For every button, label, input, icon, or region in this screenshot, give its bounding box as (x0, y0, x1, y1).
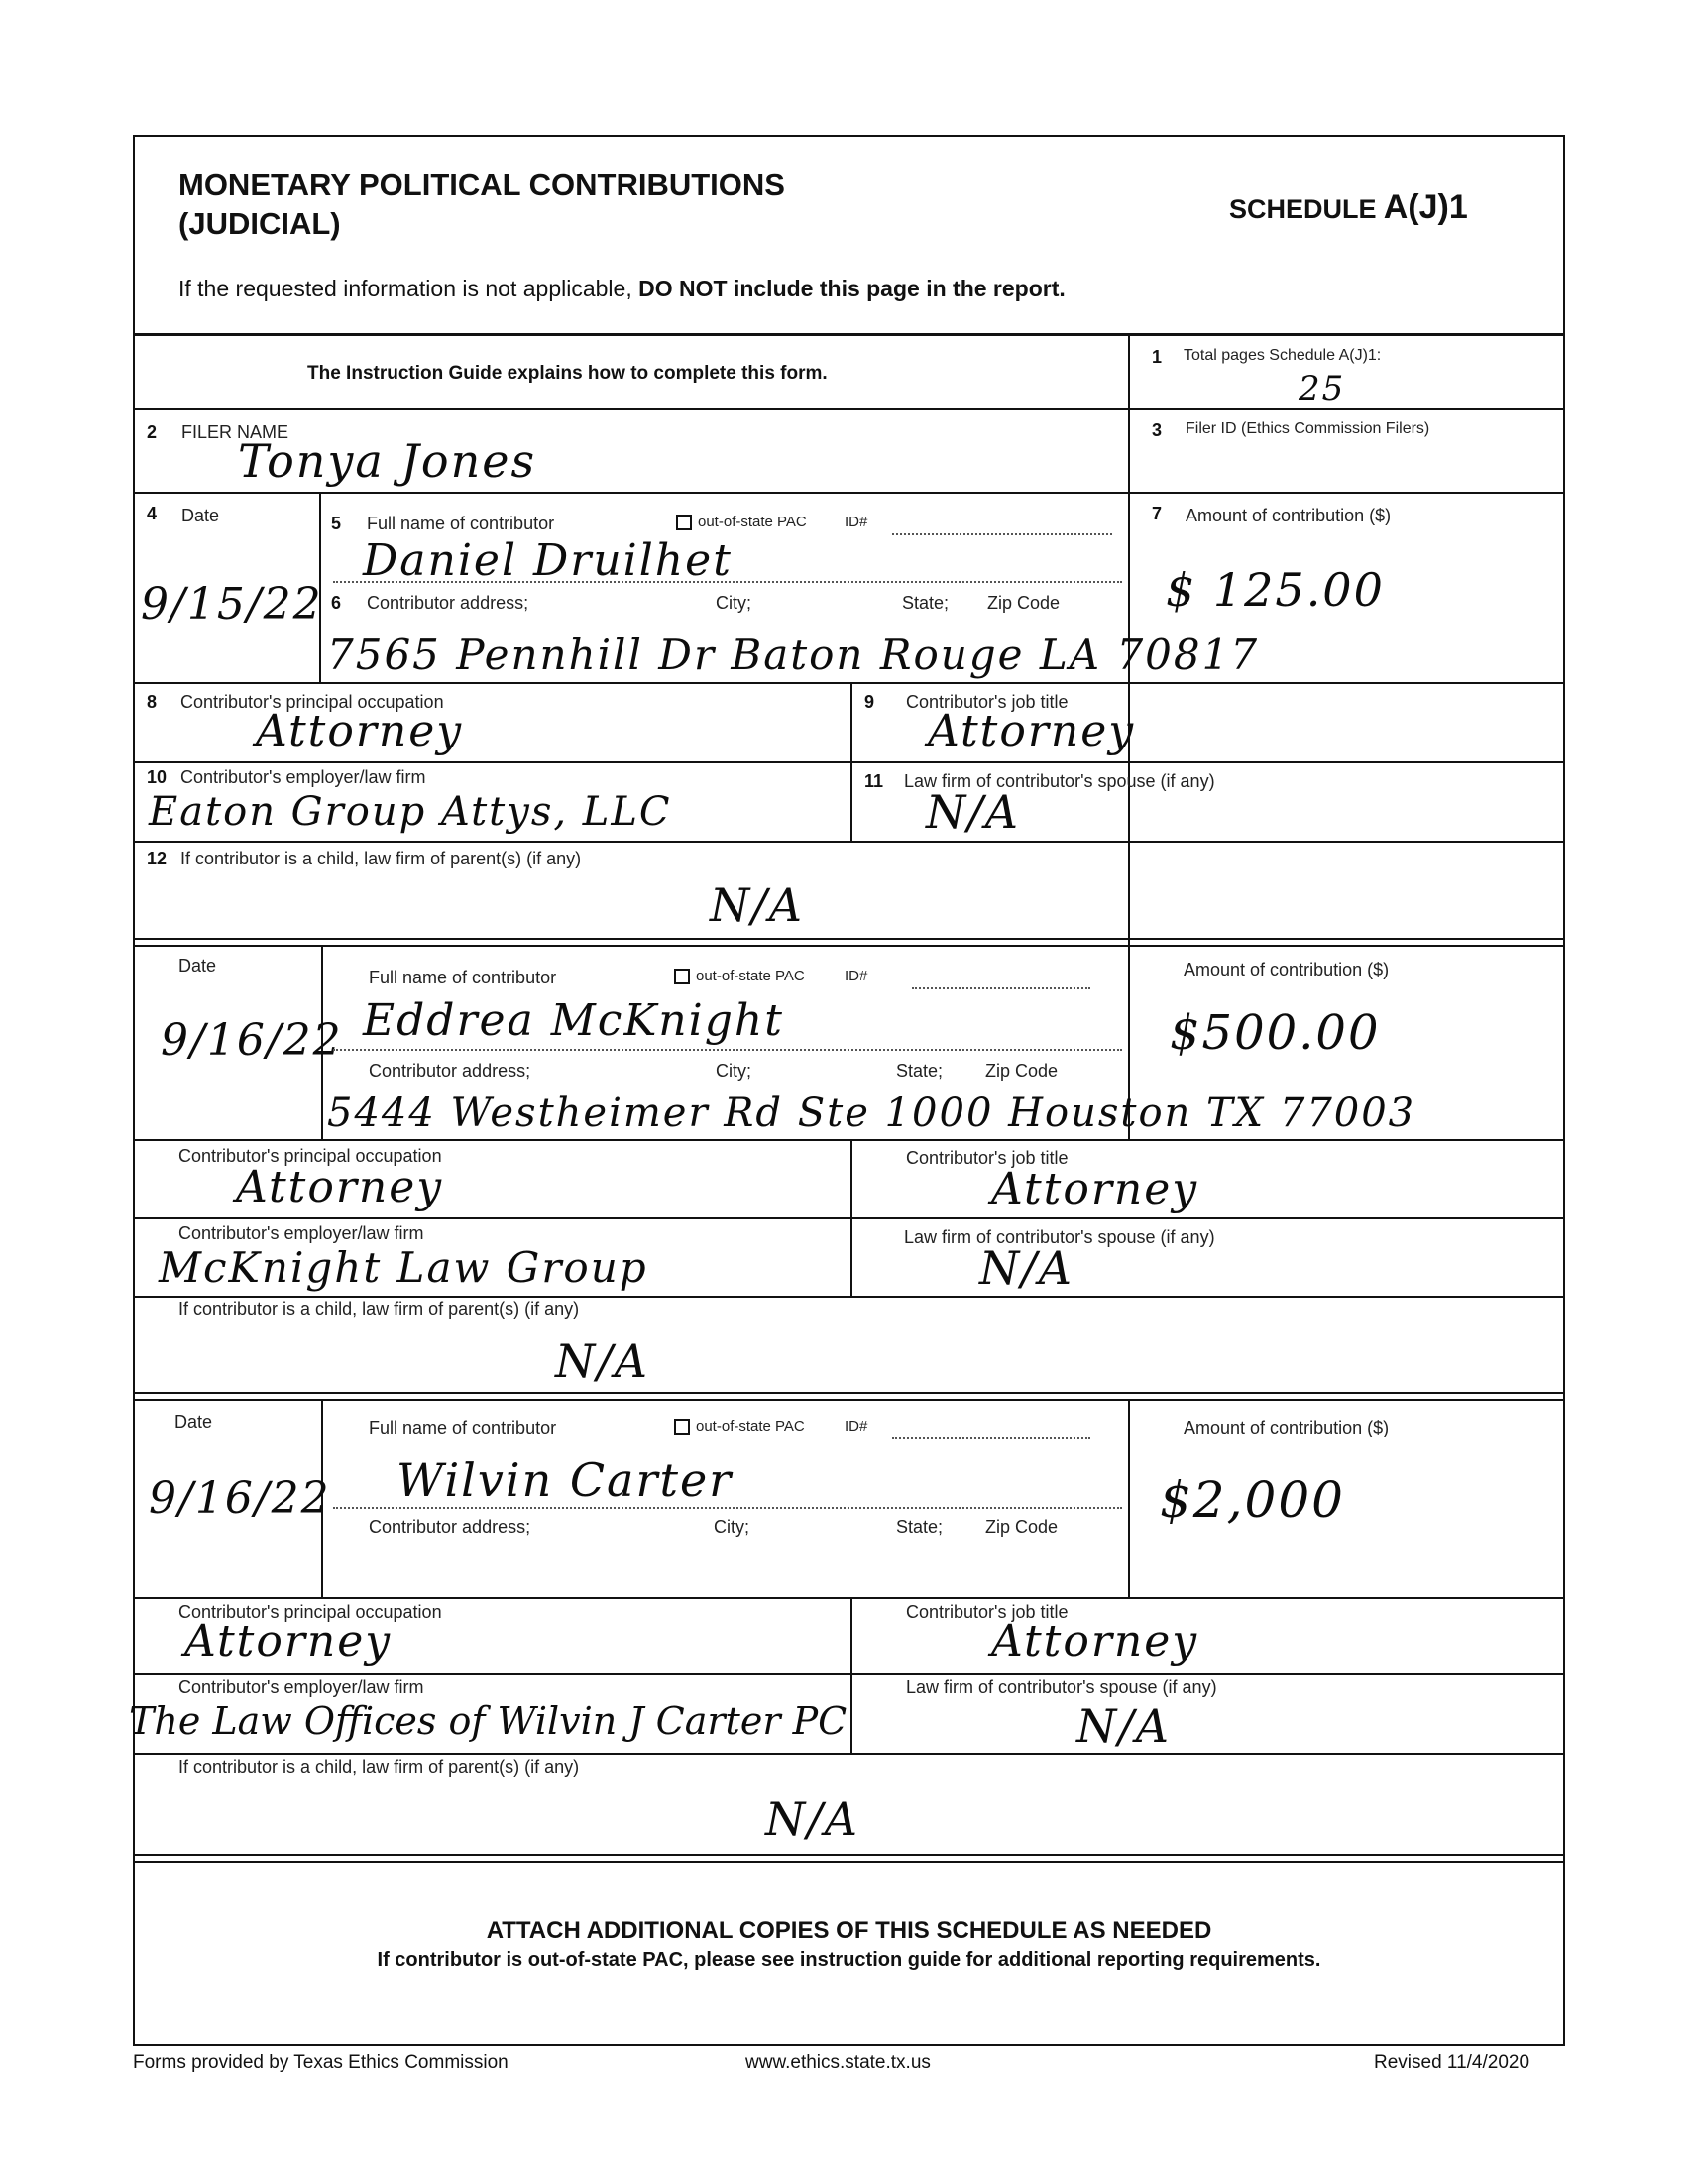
out-of-state-pac-checkbox[interactable] (676, 514, 807, 530)
city-label: City; (714, 1517, 749, 1537)
filer-name-value: Tonya Jones (238, 434, 537, 488)
full-name-label: Full name of contributor (369, 1418, 557, 1437)
parent-firm-label: If contributor is a child, law firm of parent(s) (if any) (180, 849, 582, 868)
field-number: 3 (1152, 420, 1163, 440)
contribution-3-occupation: Attorney (184, 1616, 393, 1667)
total-pages-label: Total pages Schedule A(J)1: (1184, 347, 1382, 364)
checkbox-icon[interactable] (676, 515, 692, 530)
divider (133, 492, 1565, 494)
form-title-line2: (JUDICIAL) (178, 206, 341, 241)
note-bold: DO NOT include this page in the report. (638, 276, 1066, 301)
contribution-1-employer: Eaton Group Attys, LLC (149, 789, 672, 835)
contribution-1-date: 9/15/22 (141, 579, 323, 630)
contribution-3-amount: $2,000 (1160, 1471, 1345, 1529)
field-number: 2 (147, 422, 158, 442)
occupation-label: Contributor's principal occupation (178, 1602, 442, 1622)
divider (133, 841, 1565, 843)
field-number: 1 (1152, 347, 1163, 367)
amount-label: Amount of contribution ($) (1184, 960, 1390, 979)
contribution-1-occupation: Attorney (256, 706, 464, 756)
date-label: Date (181, 506, 220, 525)
amount-label: Amount of contribution ($) (1184, 1418, 1390, 1437)
divider (133, 1296, 1565, 1298)
section-divider (133, 938, 1565, 940)
city-label: City; (716, 593, 751, 613)
job-title-label: Contributor's job title (906, 1148, 1069, 1168)
contribution-2-date: 9/16/22 (161, 1015, 343, 1066)
pac-label: out-of-state PAC (696, 968, 805, 984)
out-of-state-pac-checkbox[interactable] (674, 1418, 805, 1435)
zip-label: Zip Code (985, 1517, 1059, 1537)
contribution-2-employer: McKnight Law Group (159, 1243, 648, 1292)
section-divider (133, 1392, 1565, 1394)
employer-label: Contributor's employer/law firm (178, 1223, 424, 1243)
contribution-2-occupation: Attorney (236, 1162, 444, 1212)
contribution-1-job-title: Attorney (928, 706, 1136, 756)
spouse-firm-label: Law firm of contributor's spouse (if any) (904, 1227, 1215, 1247)
out-of-state-pac-checkbox[interactable] (674, 968, 805, 984)
pac-label: out-of-state PAC (698, 514, 807, 530)
state-label: State; (902, 593, 950, 613)
filer-name-label: FILER NAME (181, 422, 289, 442)
instruction-guide-text: The Instruction Guide explains how to complete this form. (307, 363, 828, 384)
parent-firm-label: If contributor is a child, law firm of parent(s) (if any) (178, 1299, 580, 1319)
parent-firm-label: If contributor is a child, law firm of parent(s) (if any) (178, 1757, 580, 1777)
pac-id-label: ID# (845, 968, 868, 984)
pac-id-label: ID# (845, 514, 868, 530)
contribution-2-spouse-firm: N/A (979, 1241, 1074, 1295)
contribution-3-date: 9/16/22 (149, 1473, 331, 1524)
contribution-3-parent-firm: N/A (765, 1792, 859, 1846)
divider (1128, 1399, 1130, 1597)
field-number: 4 (147, 504, 158, 523)
divider (133, 1753, 1565, 1755)
contribution-1-spouse-firm: N/A (926, 785, 1020, 839)
footer-revision: Revised 11/4/2020 (1374, 2052, 1530, 2073)
total-pages-value: 25 (1299, 369, 1346, 408)
divider (133, 408, 1565, 410)
divider (133, 333, 1565, 336)
divider (133, 1139, 1565, 1141)
pac-id-line (912, 987, 1090, 989)
pac-id-line (892, 1437, 1090, 1439)
contribution-3-job-title: Attorney (991, 1616, 1199, 1667)
contribution-1-amount: $ 125.00 (1166, 563, 1385, 617)
full-name-label: Full name of contributor (369, 968, 557, 987)
zip-label: Zip Code (987, 593, 1061, 613)
footer-website: www.ethics.state.tx.us (745, 2052, 931, 2073)
contribution-1-address: 7565 Pennhill Dr Baton Rouge LA 70817 (327, 631, 1260, 679)
footer-provider: Forms provided by Texas Ethics Commission (133, 2052, 509, 2073)
occupation-label: Contributor's principal occupation (180, 692, 444, 712)
divider (133, 682, 1565, 684)
out-of-state-pac-notice: If contributor is out-of-state PAC, please see instruction guide for additional reporting requirements. (377, 1949, 1321, 1971)
field-number: 9 (864, 692, 875, 712)
pac-id-label: ID# (845, 1418, 868, 1435)
address-label: Contributor address; (369, 1061, 531, 1081)
date-label: Date (174, 1412, 213, 1432)
divider (133, 1217, 1565, 1219)
section-divider (133, 1399, 1565, 1401)
full-name-label: Full name of contributor (367, 514, 555, 533)
address-label: Contributor address; (369, 1517, 531, 1537)
contribution-3-name: Wilvin Carter (396, 1453, 734, 1507)
schedule-code: A(J)1 (1383, 188, 1468, 226)
field-number: 6 (331, 593, 342, 613)
contribution-2-amount: $500.00 (1170, 1005, 1381, 1061)
name-line (333, 581, 1122, 583)
pac-id-line (892, 533, 1112, 535)
divider (133, 1673, 1565, 1675)
form-title-line1: MONETARY POLITICAL CONTRIBUTIONS (178, 168, 785, 202)
schedule-id (1229, 188, 1468, 227)
contribution-1-parent-firm: N/A (710, 878, 804, 932)
address-label: Contributor address; (367, 593, 529, 613)
field-number: 12 (147, 849, 168, 868)
contribution-3-spouse-firm: N/A (1076, 1699, 1171, 1753)
amount-label: Amount of contribution ($) (1186, 506, 1392, 525)
contribution-2-name: Eddrea McKnight (363, 995, 784, 1046)
filer-id-label: Filer ID (Ethics Commission Filers) (1186, 420, 1430, 437)
zip-label: Zip Code (985, 1061, 1059, 1081)
date-label: Date (178, 956, 217, 976)
pac-label: out-of-state PAC (696, 1418, 805, 1435)
divider (133, 1597, 1565, 1599)
field-number: 7 (1152, 504, 1163, 523)
contribution-2-job-title: Attorney (991, 1164, 1199, 1214)
section-divider (133, 1861, 1565, 1863)
attach-copies-notice: ATTACH ADDITIONAL COPIES OF THIS SCHEDULE AS NEEDED (486, 1917, 1212, 1944)
name-line (333, 1507, 1122, 1509)
state-label: State; (896, 1517, 944, 1537)
checkbox-icon[interactable] (674, 1419, 690, 1435)
field-number: 5 (331, 514, 342, 533)
spouse-firm-label: Law firm of contributor's spouse (if any) (904, 771, 1215, 791)
occupation-label: Contributor's principal occupation (178, 1146, 442, 1166)
contribution-2-address: 5444 Westheimer Rd Ste 1000 Houston TX 77003 (327, 1091, 1416, 1136)
field-number: 10 (147, 767, 168, 787)
schedule-label: SCHEDULE (1229, 194, 1377, 224)
name-line (333, 1049, 1122, 1051)
field-number: 8 (147, 692, 158, 712)
field-number: 11 (864, 771, 884, 791)
section-divider (133, 945, 1565, 947)
contribution-2-parent-firm: N/A (555, 1334, 649, 1388)
state-label: State; (896, 1061, 944, 1081)
spouse-firm-label: Law firm of contributor's spouse (if any) (906, 1677, 1217, 1697)
job-title-label: Contributor's job title (906, 1602, 1069, 1622)
contribution-1-name: Daniel Druilhet (363, 535, 733, 586)
city-label: City; (716, 1061, 751, 1081)
employer-label: Contributor's employer/law firm (180, 767, 426, 787)
contribution-3-employer: The Law Offices of Wilvin J Carter PC (129, 1699, 848, 1743)
note-prefix: If the requested information is not applicable, (178, 276, 632, 301)
divider (133, 761, 1565, 763)
checkbox-icon[interactable] (674, 969, 690, 984)
employer-label: Contributor's employer/law firm (178, 1677, 424, 1697)
job-title-label: Contributor's job title (906, 692, 1069, 712)
applicability-note (178, 276, 1066, 302)
section-divider (133, 1854, 1565, 1856)
form-title (178, 166, 785, 243)
